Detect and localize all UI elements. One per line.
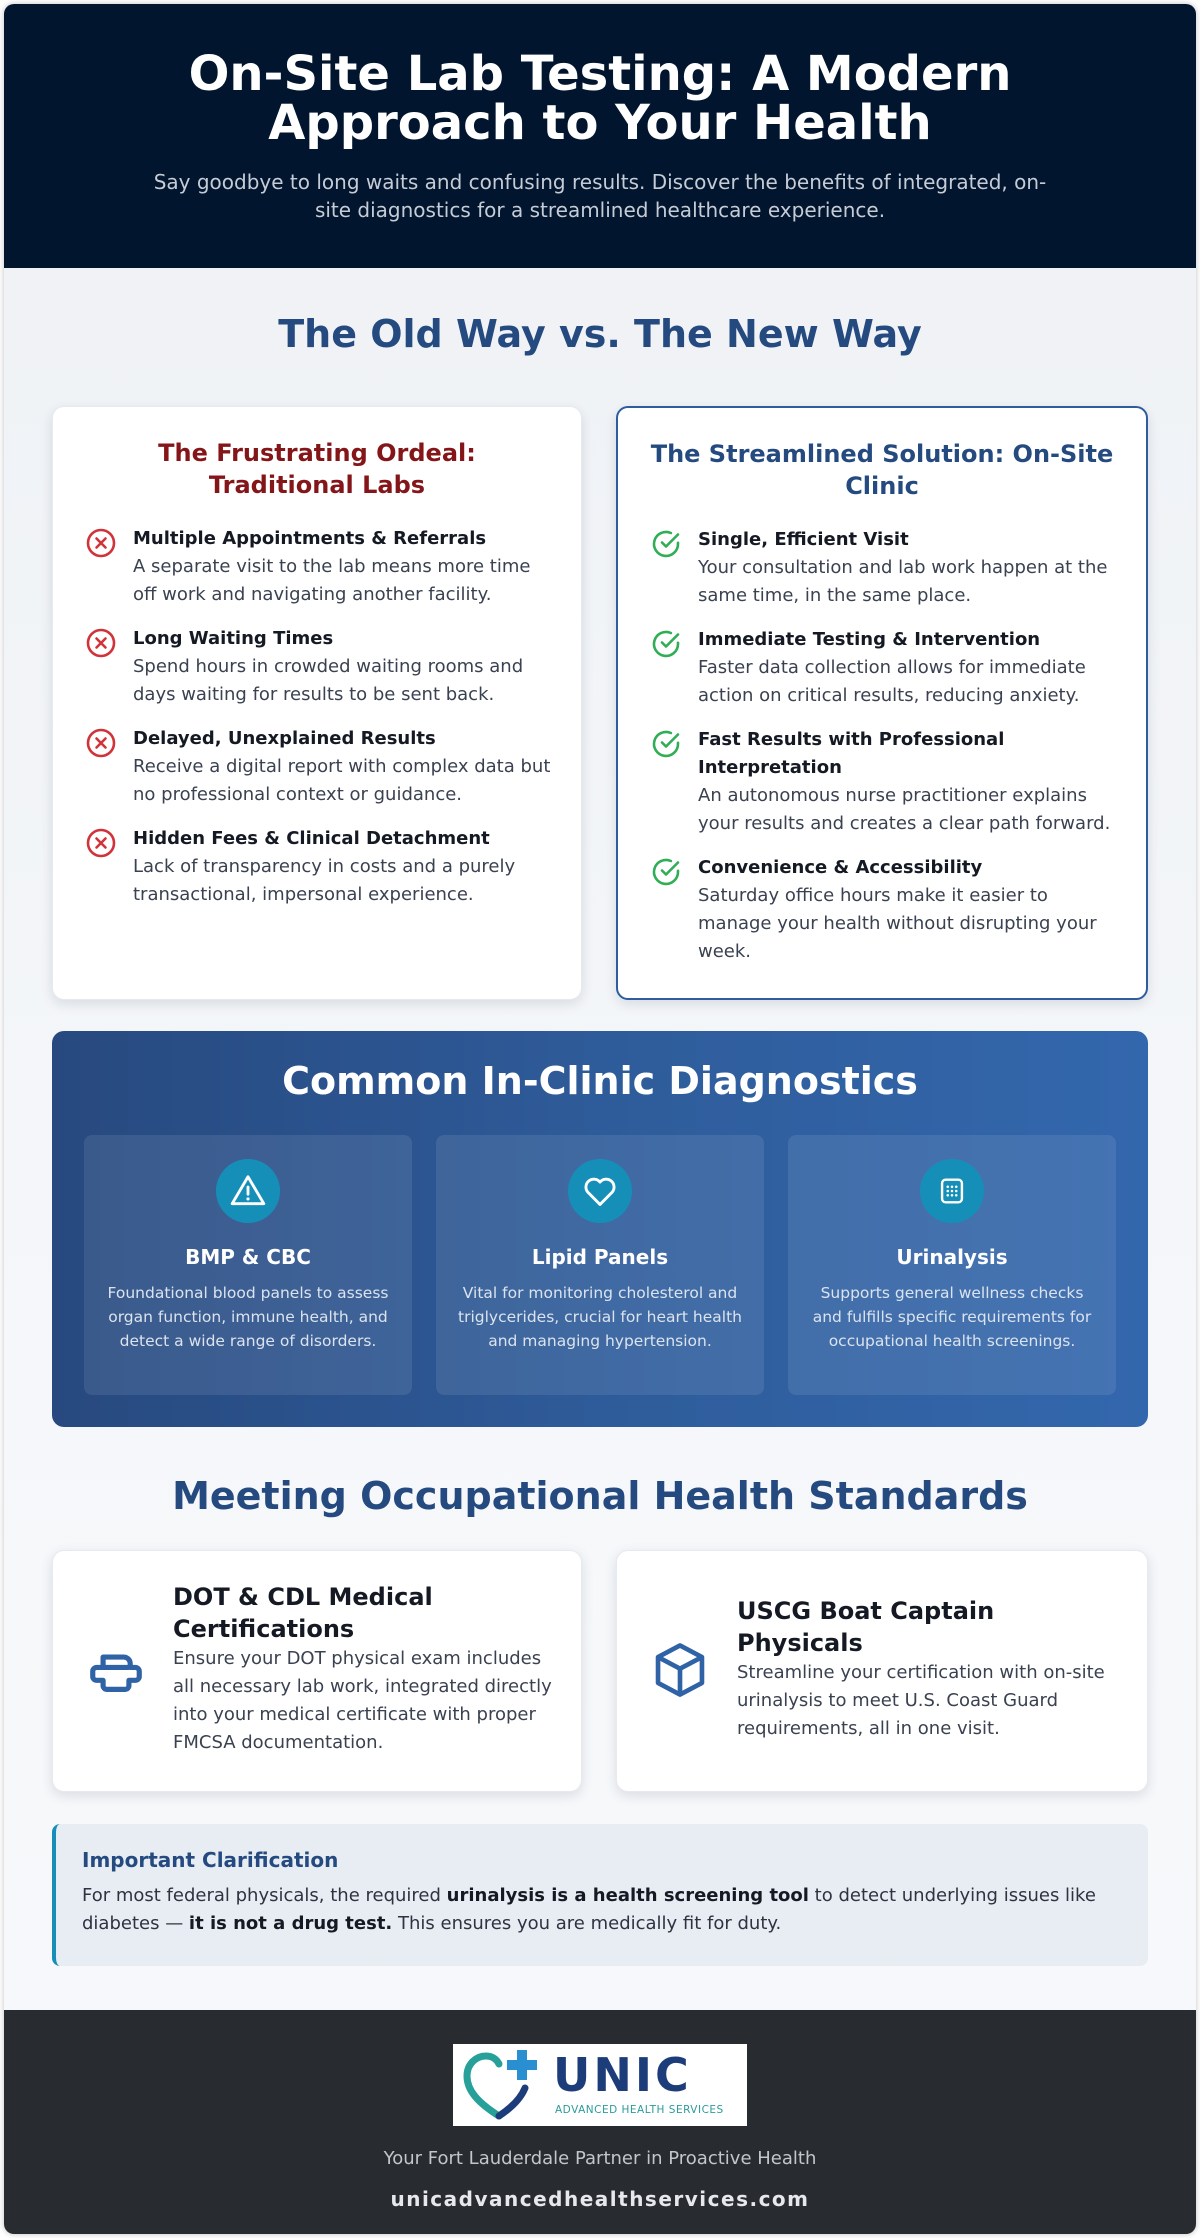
diagnostic-card-bmp-cbc	[84, 1135, 412, 1395]
item-title: Convenience & Accessibility	[698, 857, 983, 878]
traditional-labs-card	[52, 406, 582, 1000]
onsite-clinic-title: The Streamlined Solution: On-Site Clinic	[650, 440, 1114, 500]
infographic-page	[4, 4, 1196, 2234]
diagnostic-title: BMP & CBC	[185, 1245, 311, 1269]
onsite-item	[650, 854, 1118, 966]
x-circle-icon	[85, 827, 117, 859]
traditional-item	[85, 625, 553, 709]
item-title: Multiple Appointments & Referrals	[133, 528, 487, 549]
diagnostic-desc: Supports general wellness checks and fulfills specific requirements for occupational health screenings.	[812, 1284, 1092, 1350]
warning-triangle-icon	[229, 1172, 267, 1210]
onsite-item	[650, 626, 1118, 710]
compare-section	[4, 356, 1196, 962]
logo-name: UNIC	[553, 2048, 692, 2102]
item-desc: Spend hours in crowded waiting rooms and days waiting for results to be sent back.	[133, 656, 524, 705]
item-title: Fast Results with Professional Interpretation	[698, 729, 1005, 778]
item-title: Delayed, Unexplained Results	[133, 728, 436, 749]
onsite-item	[650, 726, 1118, 838]
item-desc: Your consultation and lab work happen at the same time, in the same place.	[698, 557, 1108, 606]
truck-icon	[85, 1639, 147, 1701]
check-circle-icon	[650, 728, 682, 760]
item-title: Immediate Testing & Intervention	[698, 629, 1041, 650]
grid-dots-icon	[935, 1174, 969, 1208]
occupational-card-desc: Streamline your certification with on-site urinalysis to meet U.S. Coast Guard requirements, all in one visit.	[737, 1662, 1105, 1739]
occupational-card-title: DOT & CDL Medical Certifications	[173, 1583, 433, 1643]
diagnostic-card-lipid	[436, 1135, 764, 1395]
note-body	[82, 1882, 1122, 1938]
check-circle-icon	[650, 856, 682, 888]
dot-cdl-card	[52, 1550, 582, 1792]
x-circle-icon	[85, 727, 117, 759]
onsite-item	[650, 526, 1118, 610]
footer	[4, 2010, 1196, 2234]
note-emphasis: urinalysis is a health screening tool	[446, 1885, 809, 1906]
footer-website-link[interactable]: unicadvancedhealthservices.com	[390, 2187, 810, 2211]
item-desc: Receive a digital report with complex data but no professional context or guidance.	[133, 756, 551, 805]
compare-section-title: The Old Way vs. The New Way	[278, 312, 922, 356]
item-title: Hidden Fees & Clinical Detachment	[133, 828, 490, 849]
important-note	[52, 1824, 1148, 1966]
diagnostic-desc: Foundational blood panels to assess organ function, immune health, and detect a wide range of disorders.	[107, 1284, 389, 1350]
item-desc: Lack of transparency in costs and a purely transactional, impersonal experience.	[133, 856, 516, 905]
item-desc: Faster data collection allows for immediate action on critical results, reducing anxiety.	[698, 657, 1086, 706]
note-text: to detect underlying issues like diabetes —	[82, 1885, 1096, 1934]
check-circle-icon	[650, 628, 682, 660]
occupational-card-desc: Ensure your DOT physical exam includes all necessary lab work, integrated directly into your medical certificate with proper FMCSA documentation.	[173, 1648, 552, 1753]
occupational-card-title: USCG Boat Captain Physicals	[737, 1597, 995, 1657]
page-title: On-Site Lab Testing: A Modern Approach to Your Health	[188, 46, 1012, 151]
item-desc: Saturday office hours make it easier to manage your health without disrupting your week.	[698, 885, 1097, 962]
diagnostic-card-urinalysis	[788, 1135, 1116, 1395]
diagnostics-section	[52, 1031, 1148, 1427]
traditional-labs-title: The Frustrating Ordeal: Traditional Labs	[158, 439, 476, 499]
logo-subtitle: ADVANCED HEALTH SERVICES	[555, 2104, 724, 2116]
logo	[453, 2044, 747, 2126]
traditional-item	[85, 825, 553, 909]
traditional-item	[85, 525, 553, 609]
onsite-clinic-card	[616, 406, 1148, 1000]
note-text: This ensures you are medically fit for duty.	[392, 1913, 782, 1934]
occupational-section-title: Meeting Occupational Health Standards	[172, 1474, 1028, 1518]
page-subtitle: Say goodbye to long waits and confusing results. Discover the benefits of integrated, on-site diagnostics for a streamlined healthcare experience.	[153, 170, 1047, 222]
hero-header	[4, 4, 1196, 268]
heart-cross-logo-icon	[463, 2050, 543, 2122]
item-title: Single, Efficient Visit	[698, 529, 909, 550]
diagnostic-desc: Vital for monitoring cholesterol and triglycerides, crucial for heart health and managing hypertension.	[458, 1284, 742, 1350]
check-circle-icon	[650, 528, 682, 560]
box-icon	[649, 1639, 711, 1701]
item-desc: A separate visit to the lab means more time off work and navigating another facility.	[133, 556, 531, 605]
x-circle-icon	[85, 627, 117, 659]
traditional-item	[85, 725, 553, 809]
note-title: Important Clarification	[82, 1848, 339, 1872]
item-title: Long Waiting Times	[133, 628, 334, 649]
footer-tagline: Your Fort Lauderdale Partner in Proactive Health	[383, 2148, 817, 2169]
item-desc: An autonomous nurse practitioner explains your results and creates a clear path forward.	[698, 785, 1111, 834]
note-text: For most federal physicals, the required	[82, 1885, 447, 1906]
uscg-card	[616, 1550, 1148, 1792]
diagnostic-title: Lipid Panels	[531, 1245, 669, 1269]
note-emphasis: it is not a drug test.	[188, 1913, 393, 1934]
diagnostics-title: Common In-Clinic Diagnostics	[282, 1059, 918, 1103]
x-circle-icon	[85, 527, 117, 559]
diagnostic-title: Urinalysis	[896, 1245, 1008, 1269]
heart-icon	[581, 1172, 619, 1210]
